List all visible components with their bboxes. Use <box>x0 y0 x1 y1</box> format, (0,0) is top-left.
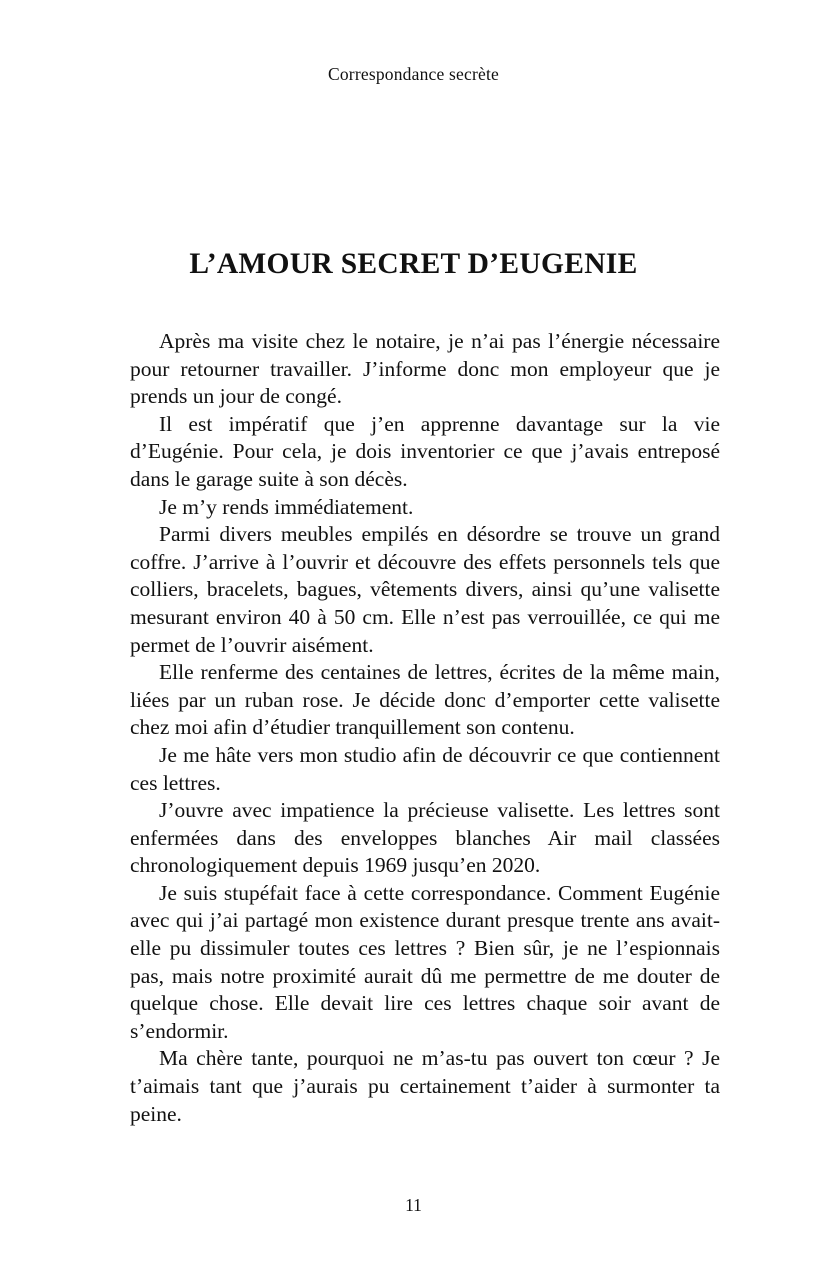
paragraph: Je me hâte vers mon studio afin de découvrir ce que contiennent ces lettres. <box>130 742 720 795</box>
paragraph: Je m’y rends immédiatement. <box>159 494 414 519</box>
page-number: 11 <box>405 1195 422 1215</box>
running-header: Correspondance secrète <box>327 64 500 84</box>
paragraph: Parmi divers meubles empilés en désordre se trouve un grand coffre. J’arrive à l’ouvrir et découvre des effets personnels tels que colliers, bracelets, bagues, vêtements divers, ainsi qu’une valisette mesurant environ 40 à 50 cm. Elle n’est pas verrouillée, ce qui me permet de l’ouvrir aisément. <box>130 522 720 657</box>
body-text <box>130 328 720 1128</box>
paragraph: Ma chère tante, pourquoi ne m’as-tu pas ouvert ton cœur ? Je t’aimais tant que j’aurais pu certainement t’aider à surmonter ta peine. <box>130 1046 720 1126</box>
paragraph: J’ouvre avec impatience la précieuse valisette. Les lettres sont enfermées dans des enveloppes blanches Air mail classées chronologiquement depuis 1969 jusqu’en 2020. <box>130 798 720 878</box>
paragraph: Elle renferme des centaines de lettres, écrites de la même main, liées par un ruban rose. Je décide donc d’emporter cette valisette chez moi afin d’étudier tranquillement son contenu. <box>130 660 720 740</box>
paragraph: Après ma visite chez le notaire, je n’ai pas l’énergie nécessaire pour retourner travailler. J’informe donc mon employeur que je prends un jour de congé. <box>130 329 720 409</box>
paragraph: Il est impératif que j’en apprenne davantage sur la vie d’Eugénie. Pour cela, je dois inventorier ce que j’avais entreposé dans le garage suite à son décès. <box>130 411 720 491</box>
chapter-title: L’AMOUR SECRET D’EUGENIE <box>189 248 638 280</box>
paragraph: Je suis stupéfait face à cette correspondance. Comment Eugénie avec qui j’ai partagé mon existence durant presque trente ans avait-elle pu dissimuler toutes ces lettres ? Bien sûr, je ne l’espionnais pas, mais notre proximité aurait dû me permettre de me douter de quelque chose. Elle devait lire ces lettres chaque soir avant de s’endormir. <box>130 880 720 1043</box>
